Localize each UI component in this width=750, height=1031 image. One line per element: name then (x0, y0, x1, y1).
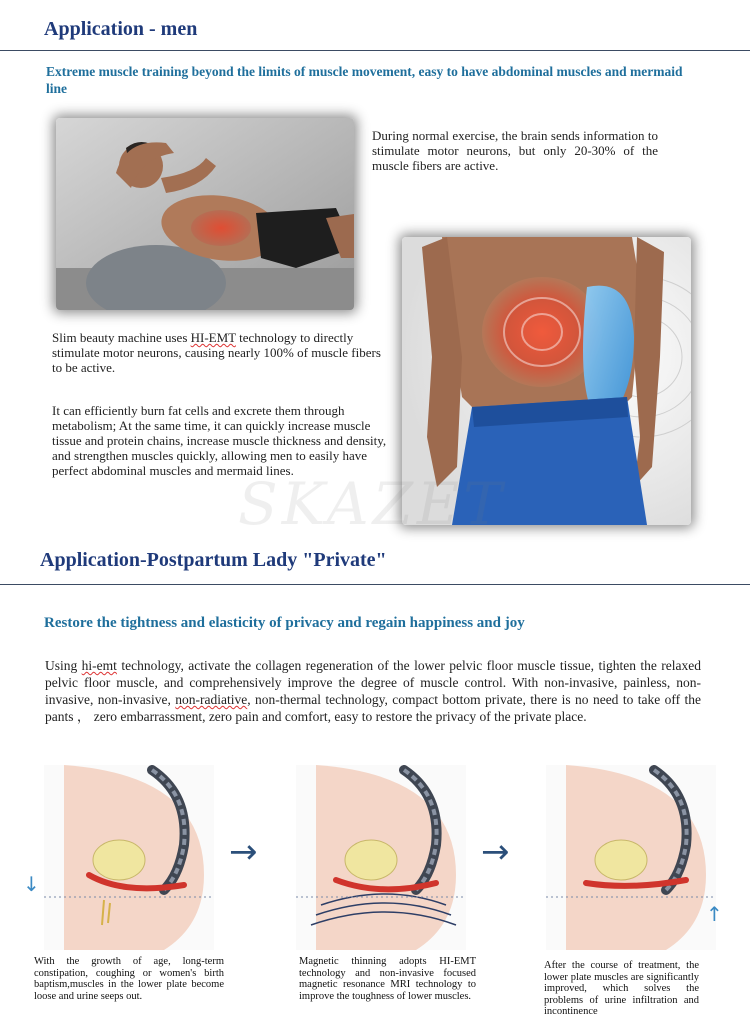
pelvic-diagram-before (44, 765, 214, 950)
lady-intro-radiative: non-radiative (175, 692, 248, 707)
step-caption-1: With the growth of age, long-term constipation, coughing or women's birth baptism,muscles in the lower plate become loose and urine seeps out. (34, 956, 224, 1002)
brand-watermark: SKAZET (238, 470, 506, 538)
down-arrow-icon: ↓ (23, 872, 40, 896)
machine-paragraph (52, 330, 392, 375)
lady-intro-tech: hi-emt (81, 658, 117, 673)
pelvic-diagram-after (546, 765, 716, 950)
step-caption-3: After the course of treatment, the lower plate muscles are significantly improved, which solves the problems of urine infiltration and incontinence (544, 960, 699, 1017)
men-heading-rule (0, 50, 750, 51)
lady-intro-suffix: , non-thermal technology, compact bottom private, there is no need to take off the pants ， zero embarrassment, zero pain and comfort, easy to restore the privacy of the private place. (45, 692, 701, 724)
men-heading: Application - men (44, 18, 198, 40)
men-subtitle: Extreme muscle training beyond the limits of muscle movement, easy to have abdominal muscles and mermaid line (46, 64, 683, 96)
lady-intro-paragraph (45, 657, 701, 725)
lady-heading: Application-Postpartum Lady "Private" (40, 549, 387, 571)
lady-heading-rule (0, 584, 750, 585)
step-caption-2: Magnetic thinning adopts HI-EMT technology and non-invasive focused magnetic resonance MRI technology to improve the toughness of lower muscles. (299, 956, 476, 1002)
lady-intro-prefix: Using (45, 658, 82, 673)
arrow-right-icon-1: → (229, 832, 258, 872)
pelvic-diagram-treatment (296, 765, 466, 950)
burn-paragraph: It can efficiently burn fat cells and excrete them through metabolism; At the same time, it can quickly increase muscle tissue and protein chains, increase muscle thickness and density, and strengthen muscles quickly, allowing men to easily have perfect abdominal muscles and mermaid lines. (52, 403, 387, 478)
lady-intro-middle: technology, activate the collagen regeneration of the lower pelvic floor muscle tissue, tighten the relaxed pelvic floor muscle, and comprehensively improve the degree of muscle control. With non-invasive, painless, non-invasive, non-invasive, (45, 658, 701, 707)
lady-subtitle: Restore the tightness and elasticity of privacy and regain happiness and joy (44, 615, 525, 631)
man-crunch-photo (56, 118, 354, 310)
exercise-paragraph: During normal exercise, the brain sends information to stimulate motor neurons, but only 20-30% of the muscle fibers are active. (372, 128, 658, 173)
machine-paragraph-tech: HI-EMT (190, 330, 236, 345)
machine-paragraph-suffix: technology to directly stimulate motor neurons, causing nearly 100% of muscle fibers to be active. (52, 330, 381, 375)
machine-paragraph-prefix: Slim beauty machine uses (52, 330, 191, 345)
arrow-right-icon-2: → (481, 832, 510, 872)
up-arrow-icon: ↑ (706, 902, 723, 926)
